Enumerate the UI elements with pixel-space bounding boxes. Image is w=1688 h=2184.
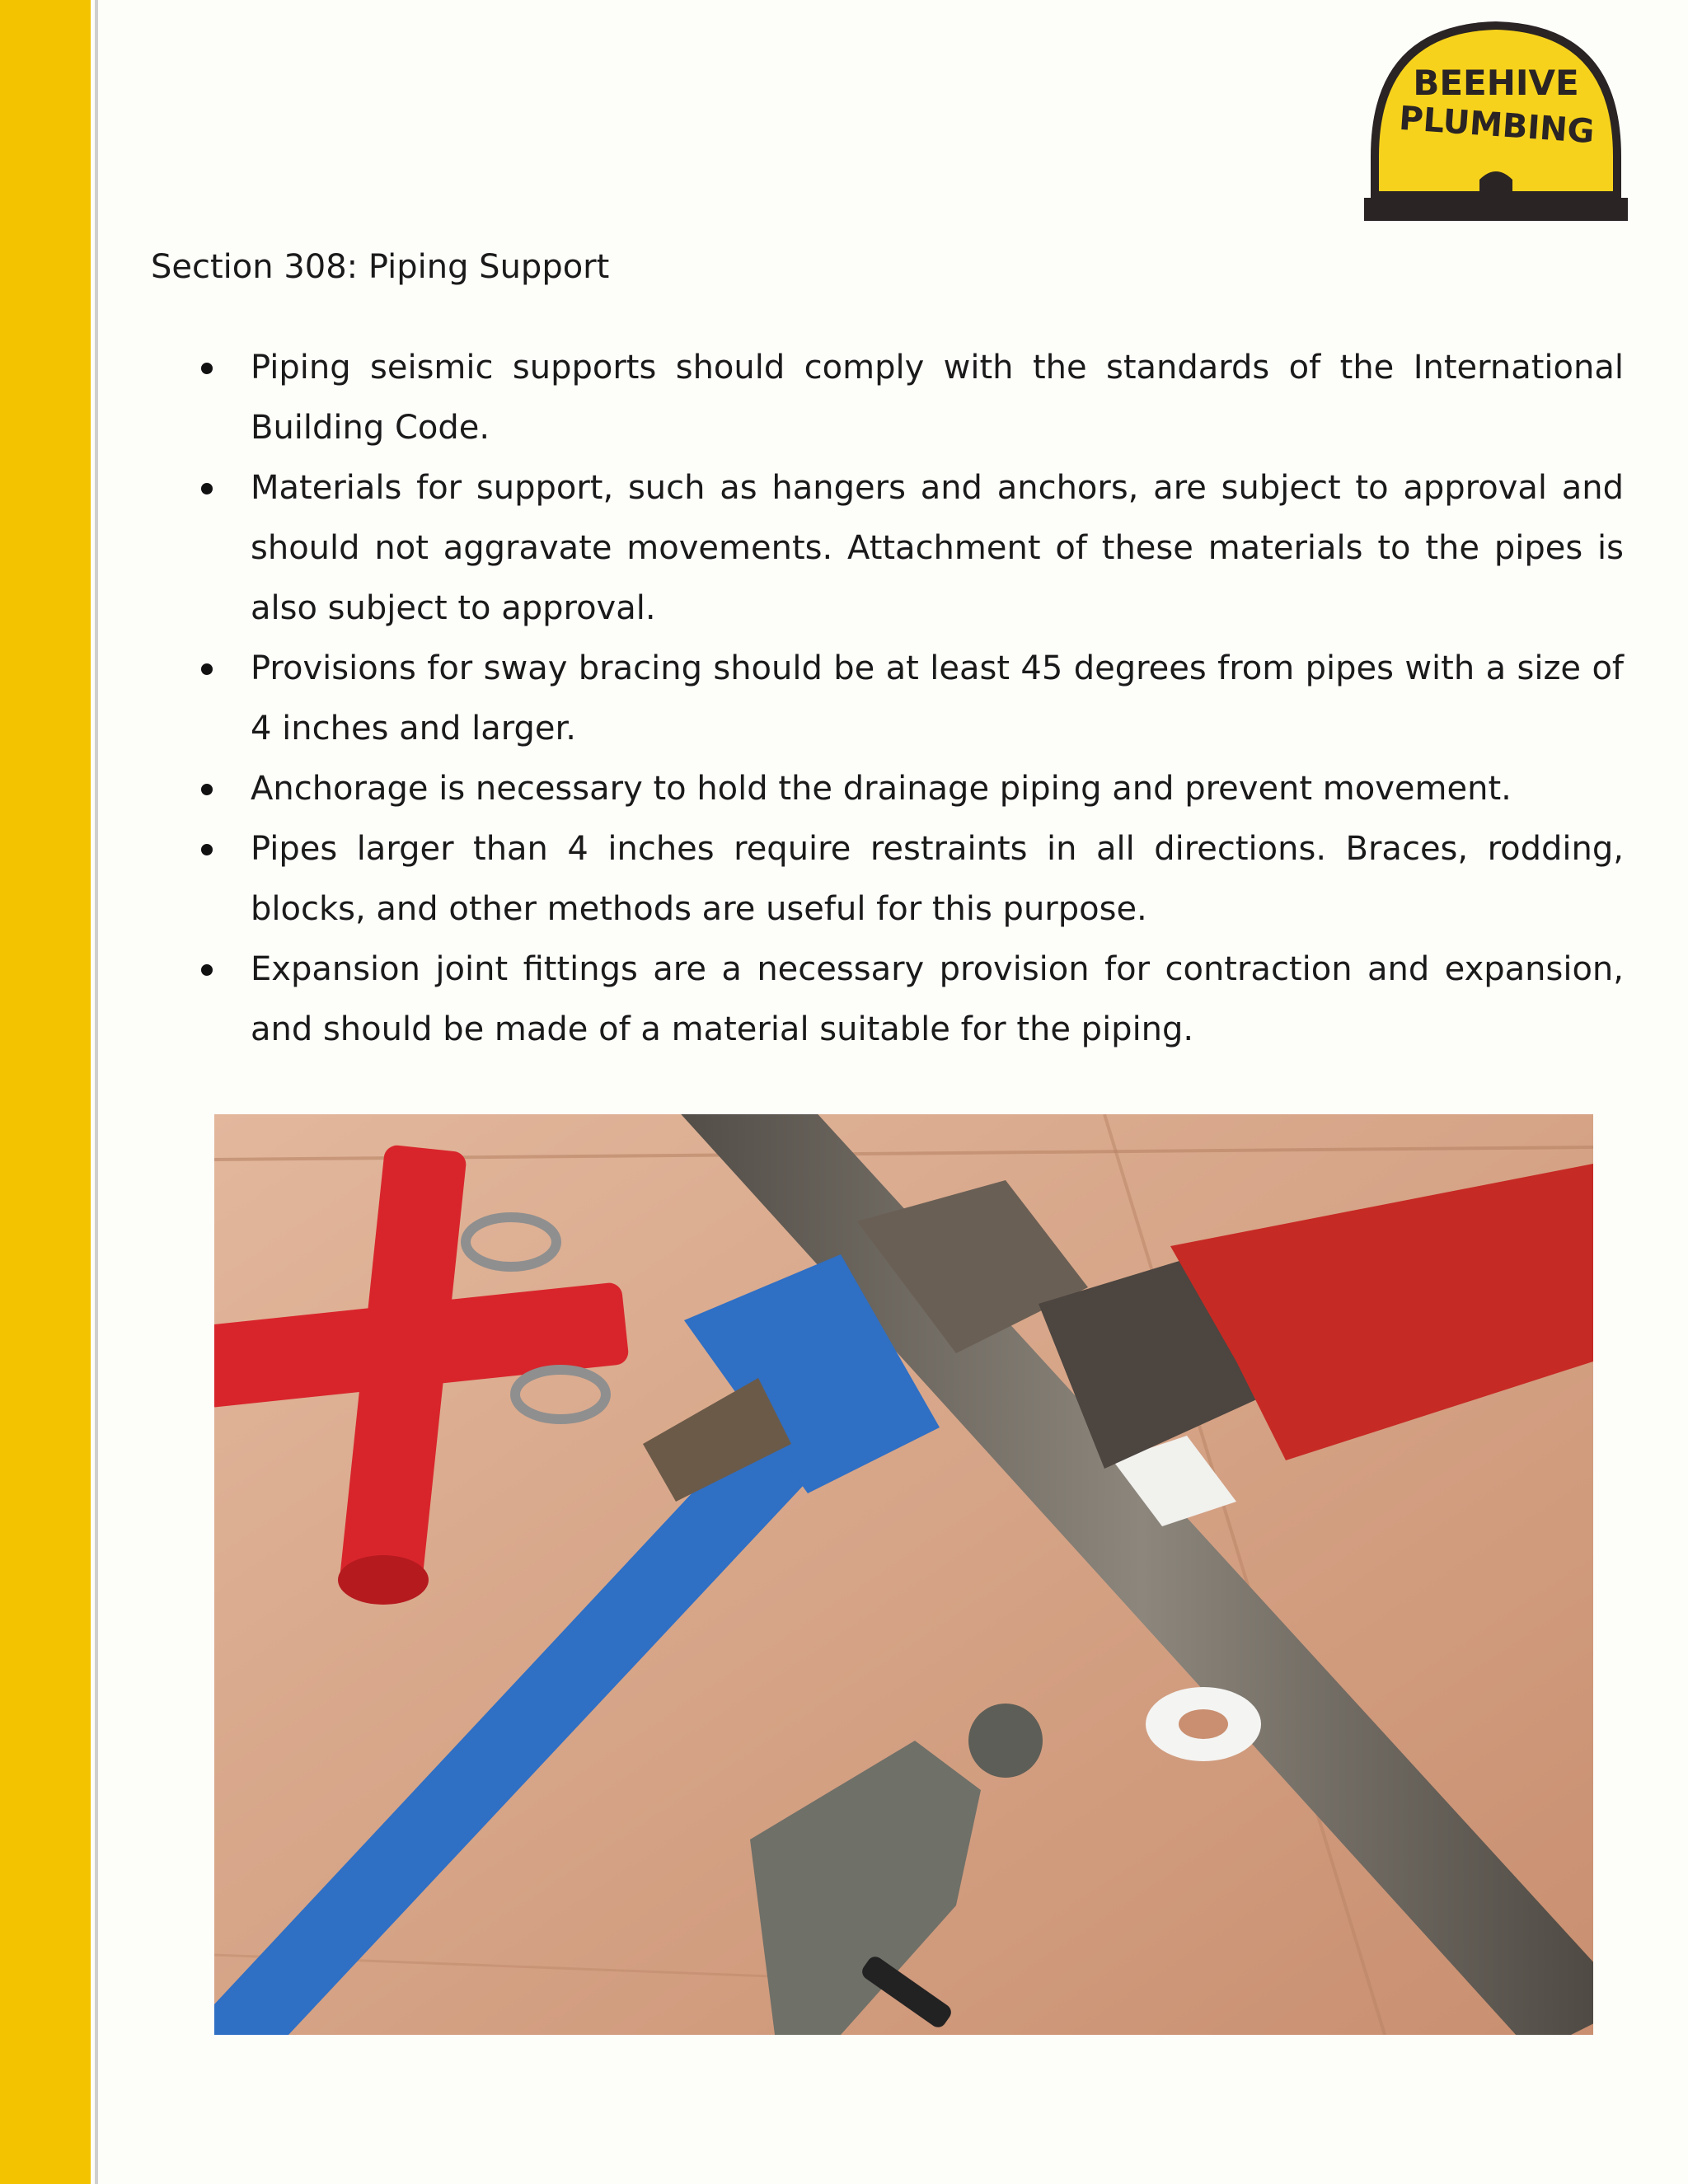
beehive-plumbing-logo (1364, 16, 1628, 221)
list-item (190, 639, 1624, 759)
bullet-icon (201, 363, 213, 374)
sidebar-divider (95, 0, 98, 2184)
bullet-text: Materials for support, such as hangers and anchors, are subject to approval and should not aggravate movements. Attachment of these materials to the pipes is also subject to approval. (251, 469, 1624, 627)
bullet-text: Anchorage is necessary to hold the drainage piping and prevent movement. (251, 770, 1512, 808)
list-item (190, 759, 1624, 819)
bullet-icon (201, 964, 213, 976)
yellow-sidebar (0, 0, 91, 2184)
list-item (190, 940, 1624, 1060)
logo-line1: BEEHIVE (1413, 63, 1579, 103)
bullet-icon (201, 784, 213, 795)
pipe-wrenches-photo (214, 1114, 1593, 2035)
bullet-text: Pipes larger than 4 inches require restraints in all directions. Braces, rodding, blocks, and other methods are useful for this purpose. (251, 830, 1624, 928)
list-item (190, 458, 1624, 639)
bullet-icon (201, 663, 213, 675)
list-item (190, 819, 1624, 940)
bullet-icon (201, 844, 213, 855)
bullet-icon (201, 483, 213, 494)
logo-line2: PLUMBING (1397, 99, 1596, 152)
bullet-list (190, 338, 1624, 1060)
bullet-text: Piping seismic supports should comply with the standards of the International Building Code. (251, 349, 1624, 447)
bullet-text: Expansion joint fittings are a necessary provision for contraction and expansion, and should be made of a material suitable for the piping. (251, 950, 1624, 1048)
section-title: Section 308: Piping Support (151, 248, 610, 286)
bullet-text: Provisions for sway bracing should be at least 45 degrees from pipes with a size of 4 inches and larger. (251, 649, 1624, 748)
list-item (190, 338, 1624, 458)
